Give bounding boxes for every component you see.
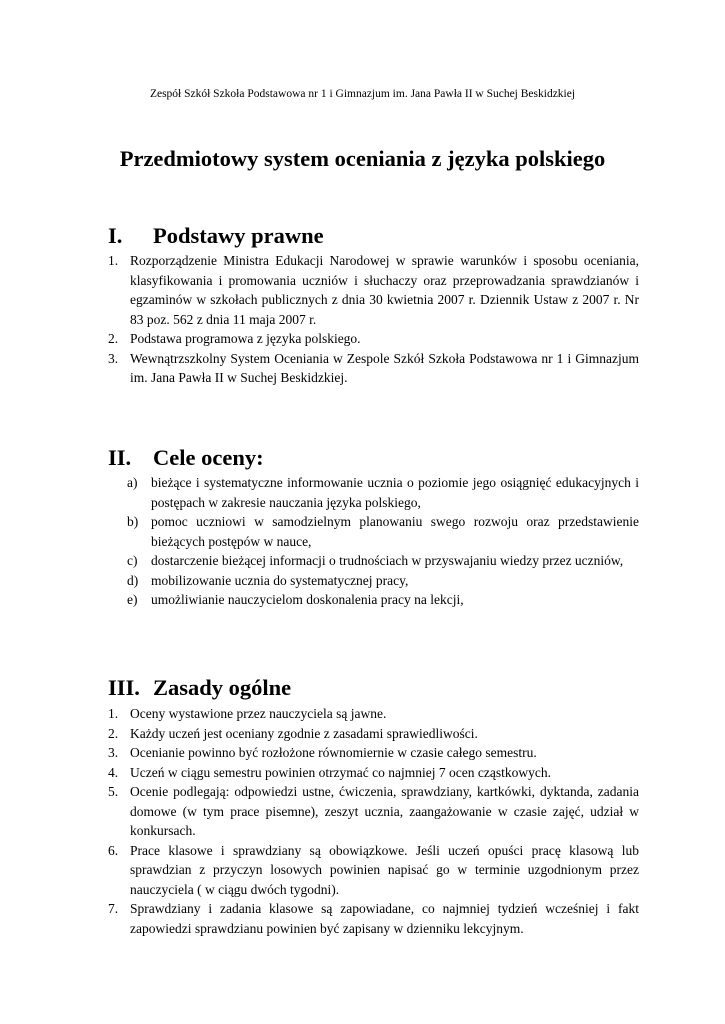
list-item	[0, 571, 639, 591]
list-item-text: Ocenianie powinno być rozłożone równomiernie w czasie całego semestru.	[130, 745, 537, 760]
list-marker: 7.	[108, 901, 119, 916]
list-item-text: umożliwianie nauczycielom doskonalenia pracy na lekcji,	[151, 592, 464, 607]
list-marker: b)	[127, 514, 139, 529]
list-item	[0, 899, 639, 938]
list-item	[0, 763, 639, 783]
general-rules-list	[0, 704, 725, 938]
list-item-text: Prace klasowe i sprawdziany są obowiązkowe. Jeśli uczeń opuści pracę klasową lub sprawdzian z przyczyn losowych powinien napisać go w terminie uzgodnionym przez nauczyciela ( w ciągu dwóch tygodni).	[130, 842, 639, 897]
list-marker: 1.	[108, 706, 119, 721]
section-heading-1	[108, 222, 324, 250]
list-item	[0, 590, 639, 610]
list-item-text: bieżące i systematyczne informowanie ucznia o poziomie jego osiągnięć edukacyjnych i postępach w zakresie nauczania języka polskiego,	[151, 475, 639, 510]
list-item	[0, 329, 639, 349]
list-marker: 2.	[108, 331, 119, 346]
list-marker: e)	[127, 592, 138, 607]
section-heading-3	[108, 674, 291, 702]
list-item	[0, 251, 639, 329]
list-marker: c)	[127, 553, 138, 568]
list-item-text: pomoc uczniowi w samodzielnym planowaniu swego rozwoju oraz przedstawienie bieżących postępów w nauce,	[151, 514, 639, 549]
section-number: II.	[108, 445, 132, 470]
list-item	[0, 724, 639, 744]
list-item	[0, 841, 639, 900]
goals-list	[0, 473, 725, 610]
section-title: Podstawy prawne	[153, 223, 324, 248]
section-number: I.	[108, 223, 123, 248]
section-title: Zasady ogólne	[153, 675, 292, 700]
list-marker: 3.	[108, 745, 119, 760]
list-item	[0, 349, 639, 388]
section-number: III.	[108, 675, 140, 700]
list-marker: d)	[127, 572, 139, 588]
list-item-text: Ocenie podlegają: odpowiedzi ustne, ćwiczenia, sprawdziany, kartkówki, dyktanda, zadania domowe (w tym prace pisemne), zeszyt ucznia, zaangażowanie w czasie zajęć, udział w konkursach.	[130, 784, 639, 838]
list-item-text: Sprawdziany i zadania klasowe są zapowiadane, co najmniej tydzień wcześniej i fakt zapowiedzi sprawdzianu powinien być zapisany w dzienniku lekcyjnym.	[130, 901, 639, 936]
list-item-text: Wewnątrzszkolny System Oceniania w Zespole Szkół Szkoła Podstawowa nr 1 i Gimnazjum im. Jana Pawła II w Suchej Beskidzkiej.	[130, 350, 639, 385]
list-marker: 1.	[108, 253, 119, 268]
list-marker: 4.	[108, 764, 119, 780]
list-marker: 2.	[108, 725, 119, 741]
section-heading-2	[108, 444, 264, 472]
document-title: Przedmiotowy system oceniania z języka polskiego	[119, 146, 606, 171]
list-item-text: Uczeń w ciągu semestru powinien otrzymać co najmniej 7 ocen cząstkowych.	[130, 764, 551, 780]
list-item-text: dostarczenie bieżącej informacji o trudnościach w przyswajaniu wiedzy przez uczniów,	[151, 553, 624, 568]
list-item-text: Każdy uczeń jest oceniany zgodnie z zasadami sprawiedliwości.	[130, 725, 478, 741]
list-item-text: Rozporządzenie Ministra Edukacji Narodowej w sprawie warunków i sposobu oceniania, klasyfikowania i promowania uczniów i słuchaczy oraz przeprowadzania sprawdzianów i egzaminów w szkołach publicznych z dnia 30 kwietnia 2007 r. Dziennik Ustaw z 2007 r. Nr 83 poz. 562 z dnia 11 maja 2007 r.	[130, 253, 639, 327]
list-item-text: Podstawa programowa z języka polskiego.	[130, 331, 361, 346]
legal-basis-list	[0, 251, 725, 388]
section-title: Cele oceny:	[153, 445, 264, 470]
list-item-text: Oceny wystawione przez nauczyciela są jawne.	[130, 706, 387, 721]
list-marker: 6.	[108, 842, 119, 858]
list-item	[0, 512, 639, 551]
list-item	[0, 704, 639, 724]
list-item	[0, 743, 639, 763]
list-item	[0, 551, 639, 571]
list-marker: a)	[127, 475, 138, 490]
list-item-text: mobilizowanie ucznia do systematycznej pracy,	[151, 572, 409, 588]
school-header: Zespół Szkół Szkoła Podstawowa nr 1 i Gimnazjum im. Jana Pawła II w Suchej Beskidzkiej	[149, 88, 576, 100]
list-marker: 5.	[108, 784, 119, 799]
list-item	[0, 473, 639, 512]
list-marker: 3.	[108, 350, 119, 366]
list-item	[0, 782, 639, 841]
